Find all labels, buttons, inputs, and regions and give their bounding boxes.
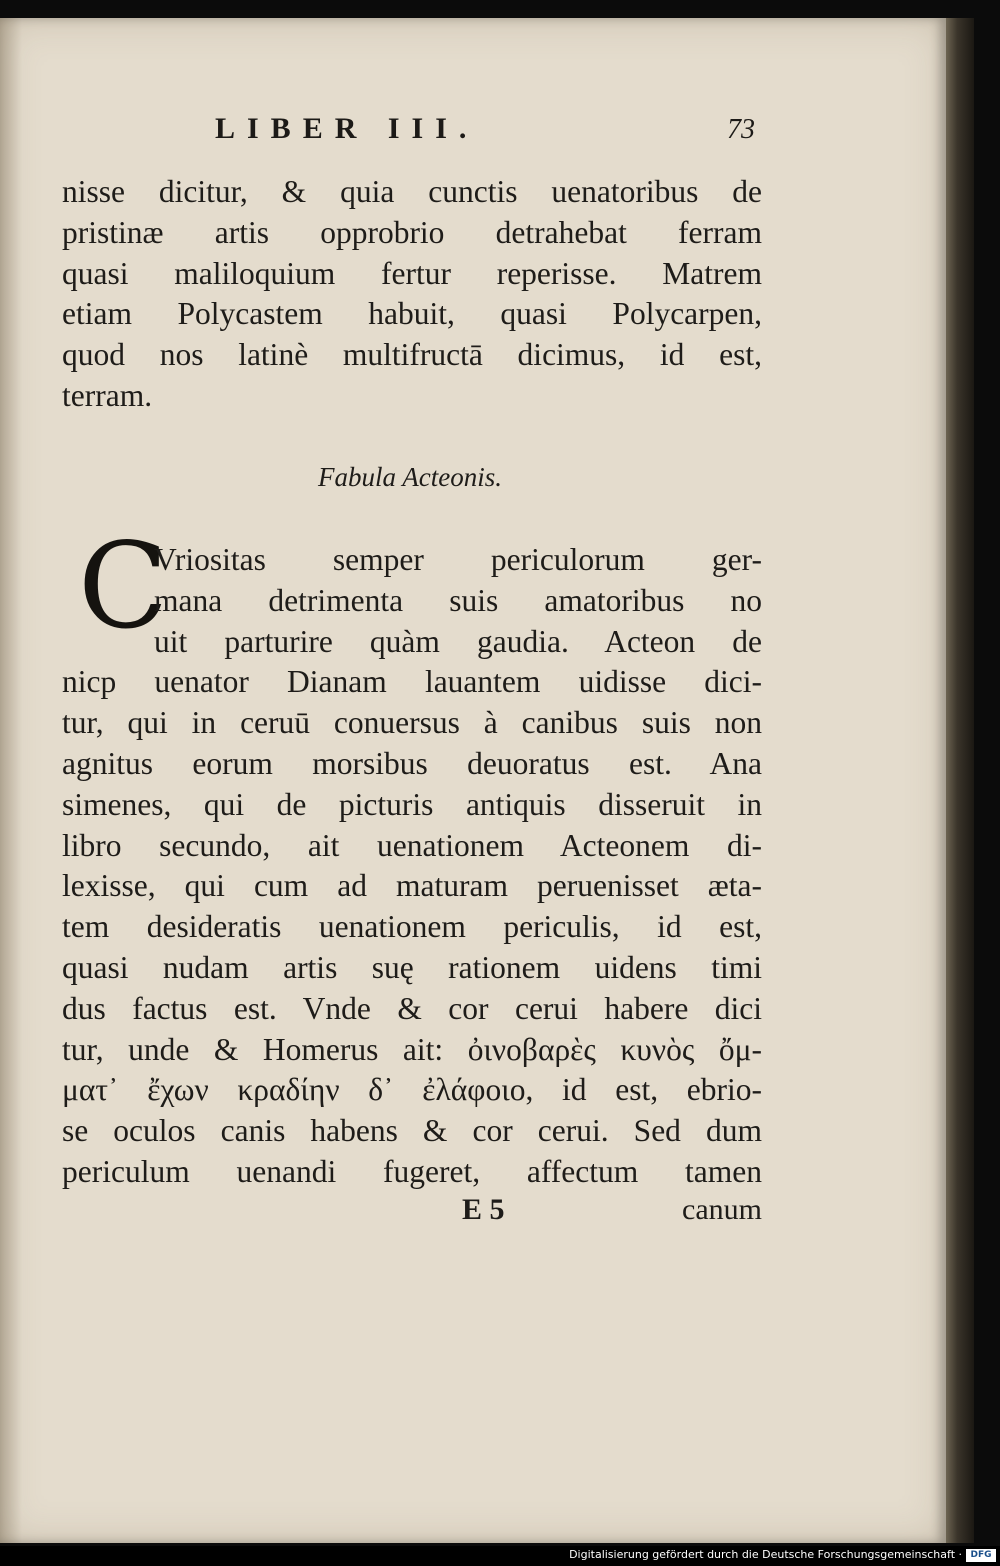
drop-cap: C bbox=[78, 517, 169, 655]
section-title: Fabula Acteonis. bbox=[318, 462, 502, 492]
text-line: tur, qui in ceruū conuersus à canibus suis non bbox=[62, 705, 762, 741]
text-line: tur, unde & Homerus ait: ὀινοβαρὲς κυνὸς ὄμ- bbox=[62, 1031, 762, 1067]
text-line: nicp uenator Dianam lauantem uidisse dici- bbox=[62, 664, 762, 700]
funding-credit: Digitalisierung gefördert durch die Deutsche Forschungsgemeinschaft · bbox=[569, 1548, 962, 1561]
text-line: ματ᾽ ἔχων κραδίην δ᾽ ἐλάφοιο, id est, ebrio- bbox=[62, 1072, 762, 1108]
text-line: Vriositas semper periculorum ger- bbox=[154, 542, 762, 577]
text-line: uit parturire quàm gaudia. Acteon de bbox=[154, 623, 762, 659]
text-line: lexisse, qui cum ad maturam peruenisset æta- bbox=[62, 868, 762, 904]
passage-fabula bbox=[62, 540, 762, 1193]
text-line: etiam Polycastem habuit, quasi Polycarpen, bbox=[62, 296, 762, 332]
text-line: terram. bbox=[62, 377, 153, 413]
passage-top bbox=[62, 172, 762, 417]
text-line: quasi nudam artis suę rationem uidens timi bbox=[62, 949, 762, 985]
text-line: agnitus eorum morsibus deuoratus est. Ana bbox=[62, 745, 762, 781]
text-line: pristinæ artis opprobrio detrahebat ferram bbox=[62, 214, 762, 250]
text-line: nisse dicitur, & quia cunctis uenatoribus de bbox=[62, 174, 762, 209]
page-header bbox=[215, 112, 755, 156]
signature-mark: E 5 bbox=[462, 1193, 505, 1226]
text-line: se oculos canis habens & cor cerui. Sed dum bbox=[62, 1113, 762, 1149]
dfg-logo: DFG bbox=[966, 1549, 996, 1562]
text-line: periculum uenandi fugeret, affectum tamen bbox=[62, 1153, 762, 1189]
text-line: quod nos latinè multifructā dicimus, id est, bbox=[62, 337, 762, 373]
custos-word: canum bbox=[682, 1193, 762, 1226]
text-line: dus factus est. Vnde & cor cerui habere dici bbox=[62, 990, 762, 1026]
footer-bar bbox=[0, 1546, 1000, 1566]
page-gutter-shadow bbox=[0, 18, 22, 1543]
running-head: LIBER III. bbox=[215, 112, 479, 145]
text-line: simenes, qui de picturis antiquis disseruit in bbox=[62, 786, 762, 822]
catchwords-line bbox=[62, 1193, 762, 1235]
page-number: 73 bbox=[727, 114, 755, 145]
page-edge bbox=[946, 18, 974, 1543]
text-line: libro secundo, ait uenationem Acteonem di- bbox=[62, 827, 762, 863]
text-line: quasi maliloquium fertur reperisse. Matrem bbox=[62, 255, 762, 291]
text-line: tem desideratis uenationem periculis, id est, bbox=[62, 909, 762, 945]
text-line: mana detrimenta suis amatoribus no bbox=[154, 582, 762, 618]
